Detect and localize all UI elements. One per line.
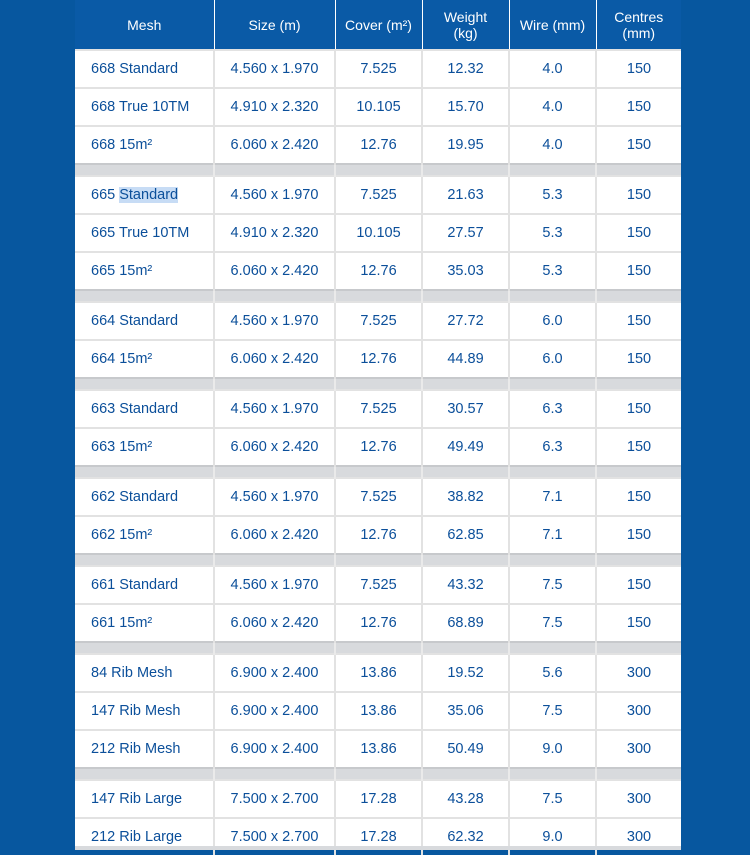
cell-weight: 30.57 bbox=[422, 390, 509, 428]
cell-wire: 7.5 bbox=[509, 692, 596, 730]
cell-wire: 6.0 bbox=[509, 302, 596, 340]
cell-weight: 21.63 bbox=[422, 176, 509, 214]
header-centres bbox=[596, 0, 681, 50]
header-size: Size (m) bbox=[214, 0, 335, 50]
cell-weight: 35.03 bbox=[422, 252, 509, 290]
cell-centres: 150 bbox=[596, 126, 681, 164]
table-row bbox=[75, 692, 681, 730]
cell-size: 4.560 x 1.970 bbox=[214, 50, 335, 88]
group-separator bbox=[75, 554, 681, 566]
cell-mesh: 664 15m² bbox=[75, 340, 214, 378]
cell-weight: 12.32 bbox=[422, 50, 509, 88]
separator-cell bbox=[335, 642, 422, 654]
cell-weight: 62.85 bbox=[422, 516, 509, 554]
table-row bbox=[75, 252, 681, 290]
cell-centres: 150 bbox=[596, 214, 681, 252]
separator-cell bbox=[596, 466, 681, 478]
table-body bbox=[75, 50, 681, 855]
cell-wire: 5.3 bbox=[509, 214, 596, 252]
cell-mesh: 662 Standard bbox=[75, 478, 214, 516]
cell-cover: 12.76 bbox=[335, 428, 422, 466]
cell-weight: 44.89 bbox=[422, 340, 509, 378]
cell-wire: 9.0 bbox=[509, 730, 596, 768]
cell-size: 4.910 x 2.320 bbox=[214, 88, 335, 126]
cell-size: 4.560 x 1.970 bbox=[214, 302, 335, 340]
cell-mesh: 661 Standard bbox=[75, 566, 214, 604]
cell-centres: 150 bbox=[596, 604, 681, 642]
table-row bbox=[75, 88, 681, 126]
separator-cell bbox=[509, 164, 596, 176]
header-line-2: (mm) bbox=[622, 24, 656, 41]
separator-cell bbox=[596, 768, 681, 780]
separator-cell bbox=[75, 768, 214, 780]
cell-cover: 12.76 bbox=[335, 516, 422, 554]
separator-cell bbox=[596, 164, 681, 176]
cell-weight: 43.32 bbox=[422, 566, 509, 604]
cell-size: 6.060 x 2.420 bbox=[214, 340, 335, 378]
cell-centres: 300 bbox=[596, 730, 681, 768]
separator-cell bbox=[335, 164, 422, 176]
cell-cover: 10.105 bbox=[335, 88, 422, 126]
group-separator bbox=[75, 378, 681, 390]
cell-cover: 12.76 bbox=[335, 604, 422, 642]
cell-mesh: 147 Rib Mesh bbox=[75, 692, 214, 730]
cell-wire: 5.3 bbox=[509, 176, 596, 214]
cell-mesh: 665 15m² bbox=[75, 252, 214, 290]
cell-wire: 4.0 bbox=[509, 126, 596, 164]
cell-wire: 4.0 bbox=[509, 50, 596, 88]
cell-size: 6.060 x 2.420 bbox=[214, 252, 335, 290]
selected-text[interactable]: Standard bbox=[119, 187, 179, 203]
cell-weight: 68.89 bbox=[422, 604, 509, 642]
cell-size: 6.900 x 2.400 bbox=[214, 692, 335, 730]
table-row bbox=[75, 516, 681, 554]
separator-cell bbox=[509, 554, 596, 566]
cell-weight: 49.49 bbox=[422, 428, 509, 466]
cell-cover: 12.76 bbox=[335, 252, 422, 290]
cell-mesh: 665 True 10TM bbox=[75, 214, 214, 252]
header-line-1: Weight bbox=[443, 8, 488, 25]
table-row bbox=[75, 428, 681, 466]
cell-weight: 27.57 bbox=[422, 214, 509, 252]
separator-cell bbox=[509, 290, 596, 302]
group-separator bbox=[75, 290, 681, 302]
cell-mesh: 664 Standard bbox=[75, 302, 214, 340]
table-row bbox=[75, 730, 681, 768]
separator-cell bbox=[214, 290, 335, 302]
table-row bbox=[75, 340, 681, 378]
cell-centres: 150 bbox=[596, 50, 681, 88]
cell-cover: 7.525 bbox=[335, 50, 422, 88]
cell-wire: 7.5 bbox=[509, 604, 596, 642]
cell-mesh: 668 Standard bbox=[75, 50, 214, 88]
cell-cover: 10.105 bbox=[335, 214, 422, 252]
cell-weight: 19.95 bbox=[422, 126, 509, 164]
cell-weight: 38.82 bbox=[422, 478, 509, 516]
separator-cell bbox=[596, 554, 681, 566]
separator-cell bbox=[509, 466, 596, 478]
cell-wire: 6.3 bbox=[509, 428, 596, 466]
cell-wire: 5.6 bbox=[509, 654, 596, 692]
separator-cell bbox=[214, 642, 335, 654]
separator-cell bbox=[422, 768, 509, 780]
group-separator bbox=[75, 466, 681, 478]
cell-cover: 12.76 bbox=[335, 126, 422, 164]
cell-size: 4.560 x 1.970 bbox=[214, 390, 335, 428]
separator-cell bbox=[509, 378, 596, 390]
cell-size: 7.500 x 2.700 bbox=[214, 780, 335, 818]
separator-cell bbox=[596, 290, 681, 302]
cell-weight: 43.28 bbox=[422, 780, 509, 818]
separator-cell bbox=[509, 642, 596, 654]
header-weight bbox=[422, 0, 509, 50]
cell-cover: 12.76 bbox=[335, 340, 422, 378]
cell-centres: 150 bbox=[596, 302, 681, 340]
table-row bbox=[75, 654, 681, 692]
separator-cell bbox=[214, 164, 335, 176]
table-row bbox=[75, 126, 681, 164]
cell-mesh: 147 Rib Large bbox=[75, 780, 214, 818]
cell-cover: 17.28 bbox=[335, 780, 422, 818]
table-row bbox=[75, 780, 681, 818]
separator-cell bbox=[335, 290, 422, 302]
cell-wire: 6.0 bbox=[509, 340, 596, 378]
separator-cell bbox=[214, 554, 335, 566]
cell-centres: 150 bbox=[596, 428, 681, 466]
mesh-spec-table bbox=[75, 0, 681, 855]
cell-centres: 300 bbox=[596, 692, 681, 730]
cell-weight: 35.06 bbox=[422, 692, 509, 730]
cell-mesh bbox=[75, 176, 214, 214]
table-row bbox=[75, 390, 681, 428]
cell-mesh: 663 Standard bbox=[75, 390, 214, 428]
separator-cell bbox=[596, 642, 681, 654]
cell-cover: 13.86 bbox=[335, 692, 422, 730]
header-wire: Wire (mm) bbox=[509, 0, 596, 50]
cell-wire: 4.0 bbox=[509, 88, 596, 126]
cell-cover: 13.86 bbox=[335, 730, 422, 768]
cell-weight: 50.49 bbox=[422, 730, 509, 768]
cell-size: 6.900 x 2.400 bbox=[214, 654, 335, 692]
cell-size: 4.910 x 2.320 bbox=[214, 214, 335, 252]
cell-mesh: 662 15m² bbox=[75, 516, 214, 554]
cell-size: 4.560 x 1.970 bbox=[214, 176, 335, 214]
cell-wire: 5.3 bbox=[509, 252, 596, 290]
cell-cover: 17.28 bbox=[335, 818, 422, 855]
separator-cell bbox=[596, 378, 681, 390]
separator-cell bbox=[75, 378, 214, 390]
table-row bbox=[75, 50, 681, 88]
cell-weight: 15.70 bbox=[422, 88, 509, 126]
separator-cell bbox=[422, 554, 509, 566]
table-header-row bbox=[75, 0, 681, 50]
cell-centres: 300 bbox=[596, 780, 681, 818]
separator-cell bbox=[214, 378, 335, 390]
cell-centres: 150 bbox=[596, 88, 681, 126]
separator-cell bbox=[335, 768, 422, 780]
separator-cell bbox=[422, 466, 509, 478]
cell-centres: 150 bbox=[596, 176, 681, 214]
cell-centres: 150 bbox=[596, 566, 681, 604]
cell-cover: 7.525 bbox=[335, 478, 422, 516]
cell-mesh: 661 15m² bbox=[75, 604, 214, 642]
separator-cell bbox=[335, 378, 422, 390]
cell-mesh: 663 15m² bbox=[75, 428, 214, 466]
mesh-spec-sheet bbox=[75, 0, 681, 850]
separator-cell bbox=[75, 164, 214, 176]
separator-cell bbox=[422, 164, 509, 176]
table-row bbox=[75, 302, 681, 340]
cell-size: 6.900 x 2.400 bbox=[214, 730, 335, 768]
cell-size: 6.060 x 2.420 bbox=[214, 604, 335, 642]
group-separator bbox=[75, 768, 681, 780]
cell-mesh: 212 Rib Large bbox=[75, 818, 214, 855]
table-row bbox=[75, 214, 681, 252]
cell-weight: 19.52 bbox=[422, 654, 509, 692]
separator-cell bbox=[509, 768, 596, 780]
cell-centres: 300 bbox=[596, 654, 681, 692]
separator-cell bbox=[335, 466, 422, 478]
mesh-code: 665 bbox=[91, 187, 120, 203]
separator-cell bbox=[422, 642, 509, 654]
cell-cover: 7.525 bbox=[335, 176, 422, 214]
cell-size: 7.500 x 2.700 bbox=[214, 818, 335, 855]
cell-size: 6.060 x 2.420 bbox=[214, 428, 335, 466]
header-line-2: (kg) bbox=[453, 24, 478, 41]
cell-centres: 300 bbox=[596, 818, 681, 855]
cell-mesh: 668 15m² bbox=[75, 126, 214, 164]
cell-size: 6.060 x 2.420 bbox=[214, 516, 335, 554]
cell-wire: 7.5 bbox=[509, 566, 596, 604]
cell-mesh: 84 Rib Mesh bbox=[75, 654, 214, 692]
cell-weight: 62.32 bbox=[422, 818, 509, 855]
cell-mesh: 212 Rib Mesh bbox=[75, 730, 214, 768]
group-separator bbox=[75, 164, 681, 176]
separator-cell bbox=[75, 290, 214, 302]
cell-wire: 7.1 bbox=[509, 516, 596, 554]
cell-wire: 6.3 bbox=[509, 390, 596, 428]
cell-wire: 7.1 bbox=[509, 478, 596, 516]
table-row bbox=[75, 478, 681, 516]
cell-centres: 150 bbox=[596, 478, 681, 516]
separator-cell bbox=[75, 466, 214, 478]
separator-cell bbox=[422, 378, 509, 390]
header-cover: Cover (m²) bbox=[335, 0, 422, 50]
group-separator bbox=[75, 642, 681, 654]
separator-cell bbox=[335, 554, 422, 566]
header-line-1: Centres bbox=[614, 8, 664, 25]
cell-wire: 7.5 bbox=[509, 780, 596, 818]
separator-cell bbox=[214, 466, 335, 478]
cell-weight: 27.72 bbox=[422, 302, 509, 340]
separator-cell bbox=[422, 290, 509, 302]
separator-cell bbox=[75, 642, 214, 654]
header-mesh: Mesh bbox=[75, 0, 214, 50]
separator-cell bbox=[214, 768, 335, 780]
table-row bbox=[75, 566, 681, 604]
cell-cover: 13.86 bbox=[335, 654, 422, 692]
cell-centres: 150 bbox=[596, 340, 681, 378]
separator-cell bbox=[75, 554, 214, 566]
bottom-separator bbox=[75, 846, 681, 850]
cell-size: 6.060 x 2.420 bbox=[214, 126, 335, 164]
cell-centres: 150 bbox=[596, 390, 681, 428]
cell-cover: 7.525 bbox=[335, 566, 422, 604]
cell-cover: 7.525 bbox=[335, 302, 422, 340]
cell-size: 4.560 x 1.970 bbox=[214, 478, 335, 516]
cell-cover: 7.525 bbox=[335, 390, 422, 428]
cell-centres: 150 bbox=[596, 516, 681, 554]
cell-size: 4.560 x 1.970 bbox=[214, 566, 335, 604]
cell-centres: 150 bbox=[596, 252, 681, 290]
cell-wire: 9.0 bbox=[509, 818, 596, 855]
table-row bbox=[75, 604, 681, 642]
cell-mesh: 668 True 10TM bbox=[75, 88, 214, 126]
table-row bbox=[75, 176, 681, 214]
